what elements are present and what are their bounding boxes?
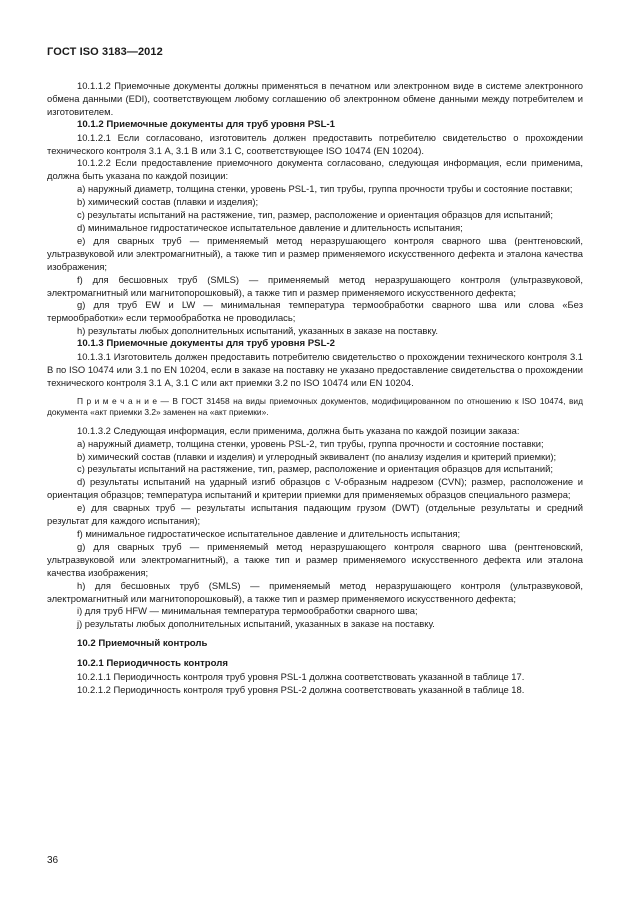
body-paragraph: 10.1.2.2 Если предоставление приемочного документа согласовано, следующая информация, если применима, должна быть указана по каждой позиции: <box>47 157 583 182</box>
section-heading: 10.2.1 Периодичность контроля <box>77 658 228 670</box>
document-body <box>47 80 583 697</box>
body-paragraph: е) для сварных труб — результаты испытания падающим грузом (DWT) (отдельные результаты и средний результат для каждого испытания); <box>47 502 583 527</box>
section-heading: 10.1.3 Приемочные документы для труб уровня PSL-2 <box>77 338 335 350</box>
body-paragraph: g) для труб EW и LW — минимальная температура термообработки сварного шва или слова «Без термообработки» если термообработка не проводилась; <box>47 299 583 324</box>
body-paragraph: 10.2.1.1 Периодичность контроля труб уровня PSL-1 должна соответствовать указанной в таблице 17. <box>77 671 525 683</box>
section-heading: 10.1.2 Приемочные документы для труб уровня PSL-1 <box>77 118 335 130</box>
body-paragraph: h) для бесшовных труб (SMLS) — применяемый метод неразрушающего контроля (ультразвуковой, электромагнитный или магнитопорошковый), а также тип и размер применяемого искусственного дефекта; <box>47 579 583 604</box>
body-paragraph: 10.1.2.1 Если согласовано, изготовитель должен предоставить потребителю свидетельство о прохождении технического контроля 3.1 А, 3.1 В или 3.1 С, соответствующее ISO 10474 (EN 10204). <box>47 131 583 156</box>
body-paragraph: g) для сварных труб — применяемый метод неразрушающего контроля сварного шва (рентгеновский, ультразвуковой или электромагнитный), а также тип и размер применяемого искусственного дефекта или эталона качества изображения; <box>47 540 583 578</box>
body-paragraph: 10.1.3.2 Следующая информация, если применима, должна быть указана по каждой позиции заказа: <box>77 424 520 436</box>
body-paragraph: 10.2.1.2 Периодичность контроля труб уровня PSL-2 должна соответствовать указанной в таблице 18. <box>77 683 525 695</box>
page-number: 36 <box>47 855 59 866</box>
body-paragraph: а) наружный диаметр, толщина стенки, уровень PSL-1, тип трубы, группа прочности трубы и состояние поставки; <box>77 183 573 195</box>
body-paragraph: b) химический состав (плавки и изделия) и углеродный эквивалент (по анализу изделия и критерий приемки); <box>77 450 557 462</box>
body-paragraph: с) результаты испытаний на растяжение, тип, размер, расположение и ориентация образцов для испытаний; <box>77 463 553 475</box>
body-paragraph: b) химический состав (плавки и изделия); <box>77 196 259 208</box>
body-paragraph: 10.1.3.1 Изготовитель должен предоставить потребителю свидетельство о прохождении технического контроля 3.1 В по ISO 10474 или 3.1 по EN 10204, если в заказе на поставку не указано предоставление свидетельства о прохождении технического контроля 3.1 А, 3.1 С или акт приемки 3.2 по ISO 10474 или EN 10204. <box>47 351 583 388</box>
section-spacer <box>47 631 583 638</box>
body-paragraph: d) результаты испытаний на ударный изгиб образцов с V-образным надрезом (CVN); размер, расположение и ориентация образцов; температура испытаний и критерии приемки для применяемых образцов специального размера; <box>47 476 583 501</box>
body-paragraph: f) для бесшовных труб (SMLS) — применяемый метод неразрушающего контроля (ультразвуковой, электромагнитный или магнитопорошковый), а также тип и размер применяемого искусственного дефекта; <box>47 273 583 298</box>
section-heading: 10.2 Приемочный контроль <box>77 638 208 650</box>
body-paragraph: 10.1.1.2 Приемочные документы должны применяться в печатном или электронном виде в системе электронного обмена данными (EDI), соответствующем любому соглашению об электронном обмене данными между потребителем и изготовителем. <box>47 80 583 117</box>
body-paragraph: f) минимальное гидростатическое испытательное давление и длительность испытания; <box>77 528 461 539</box>
document-header: ГОСТ ISO 3183—2012 <box>47 46 163 58</box>
body-paragraph: а) наружный диаметр, толщина стенки, уровень PSL-2, тип трубы, группа прочности и состояние поставки; <box>77 437 544 449</box>
note-paragraph: П р и м е ч а н и е — В ГОСТ 31458 на виды приемочных документов, модифицированном по отношению к ISO 10474, вид документа «акт приемки 3.2» заменен на «акт приемки». <box>47 395 583 418</box>
body-paragraph: j) результаты любых дополнительных испытаний, указанных в заказе на поставку. <box>77 618 435 630</box>
section-spacer <box>47 651 583 658</box>
body-paragraph: h) результаты любых дополнительных испытаний, указанных в заказе на поставку. <box>77 325 438 337</box>
body-paragraph: с) результаты испытаний на растяжение, тип, размер, расположение и ориентация образцов для испытаний; <box>77 209 553 221</box>
body-paragraph: d) минимальное гидростатическое испытательное давление и длительность испытания; <box>77 221 463 233</box>
body-paragraph: е) для сварных труб — применяемый метод неразрушающего контроля сварного шва (рентгеновский, ультразвуковой или электромагнитный), а также тип и размер применяемого искусственного дефекта и эталона качества изображения; <box>47 234 583 272</box>
body-paragraph: i) для труб HFW — минимальная температура термообработки сварного шва; <box>77 605 418 617</box>
